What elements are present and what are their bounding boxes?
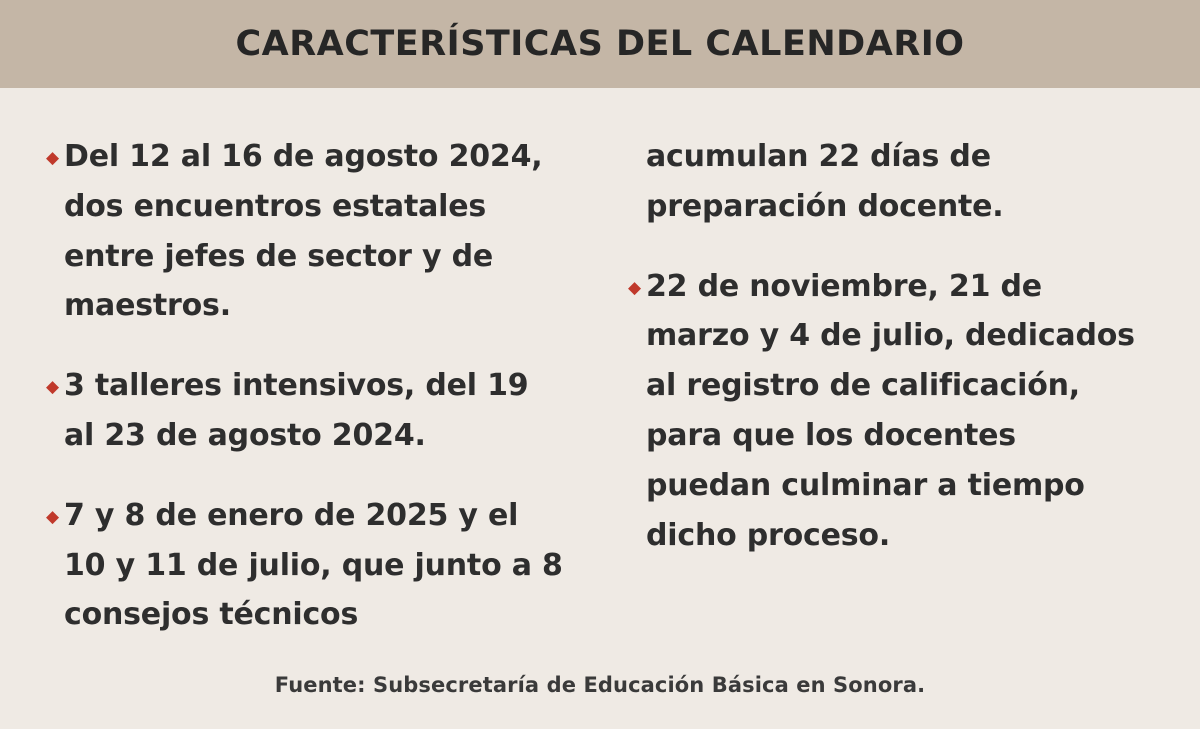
- page-title: CARACTERÍSTICAS DEL CALENDARIO: [235, 24, 965, 64]
- diamond-bullet-icon: ◆: [628, 277, 642, 297]
- list-item: [46, 491, 568, 640]
- list-item-text: 22 de noviembre, 21 de marzo y 4 de julio, dedicados al registro de calificación, para que los docentes puedan culminar a tiempo dicho proceso.: [646, 268, 1135, 553]
- header-band: [0, 0, 1200, 88]
- content-columns: [0, 88, 1200, 640]
- list-item: [46, 361, 568, 461]
- right-column: [628, 132, 1150, 640]
- continuation-text: acumulan 22 días de preparación docente.: [646, 139, 1004, 224]
- source-attribution: Fuente: Subsecretaría de Educación Básica en Sonora.: [274, 673, 926, 697]
- list-item-text: 3 talleres intensivos, del 19 al 23 de agosto 2024.: [64, 368, 529, 453]
- list-item-text: 7 y 8 de enero de 2025 y el 10 y 11 de julio, que junto a 8 consejos técnicos: [64, 497, 563, 633]
- list-item-text: Del 12 al 16 de agosto 2024, dos encuentros estatales entre jefes de sector y de maestros.: [64, 139, 543, 324]
- list-item: [46, 132, 568, 331]
- diamond-bullet-icon: ◆: [46, 148, 60, 167]
- diamond-bullet-icon: ◆: [46, 377, 60, 397]
- left-column: [46, 132, 568, 640]
- list-item: [628, 262, 1150, 561]
- diamond-bullet-icon: ◆: [46, 506, 60, 526]
